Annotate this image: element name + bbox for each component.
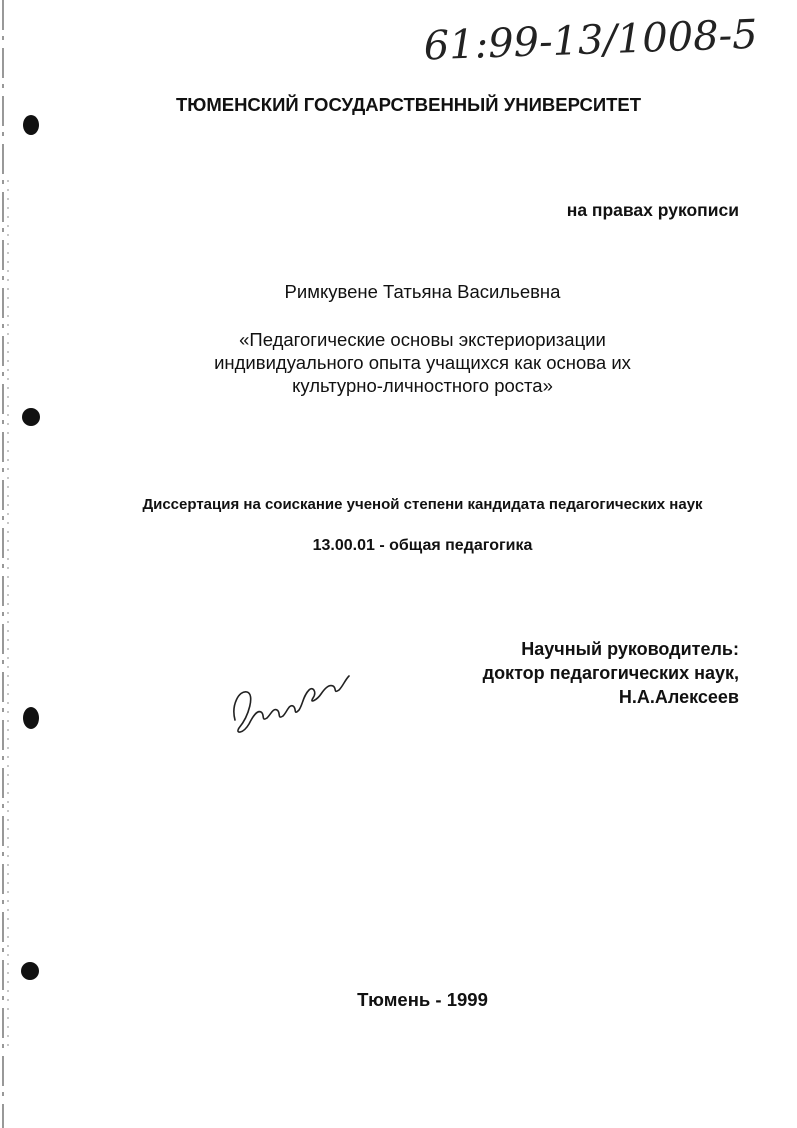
archive-stamp (420, 10, 760, 80)
author-signature (225, 650, 355, 740)
binding-marks (0, 0, 60, 1128)
specialty-code: 13.00.01 - общая педагогика (312, 537, 533, 554)
advisor-role: Научный руководитель: (521, 639, 739, 659)
city-year: Тюмень - 1999 (357, 989, 488, 1010)
archive-handwriting-icon (420, 10, 760, 80)
signature-stroke (234, 676, 349, 732)
punch-hole-4 (21, 962, 39, 980)
punch-hole-1 (23, 115, 39, 135)
thesis-title-line-2: индивидуального опыта учащихся как основа их (214, 352, 631, 373)
svg-text:61:99-13/1008-5: 61:99-13/1008-5 (422, 11, 759, 70)
thesis-title (0, 328, 797, 397)
university-name: ТЮМЕНСКИЙ ГОСУДАРСТВЕННЫЙ УНИВЕРСИТЕТ (175, 94, 642, 115)
thesis-title-line-3: культурно-личностного роста» (292, 375, 553, 396)
signature-icon (225, 650, 355, 740)
punch-hole-3 (23, 707, 39, 729)
author-name: Римкувене Татьяна Васильевна (284, 281, 561, 302)
punch-hole-2 (22, 408, 40, 426)
advisor-block (483, 637, 739, 709)
advisor-name: Н.А.Алексеев (618, 687, 739, 707)
rights-note: на правах рукописи (566, 200, 739, 220)
advisor-title: доктор педагогических наук, (482, 663, 739, 683)
degree-statement: Диссертация на соискание ученой степени кандидата педагогических наук (142, 496, 703, 513)
thesis-title-line-1: «Педагогические основы экстериоризации (239, 329, 606, 350)
